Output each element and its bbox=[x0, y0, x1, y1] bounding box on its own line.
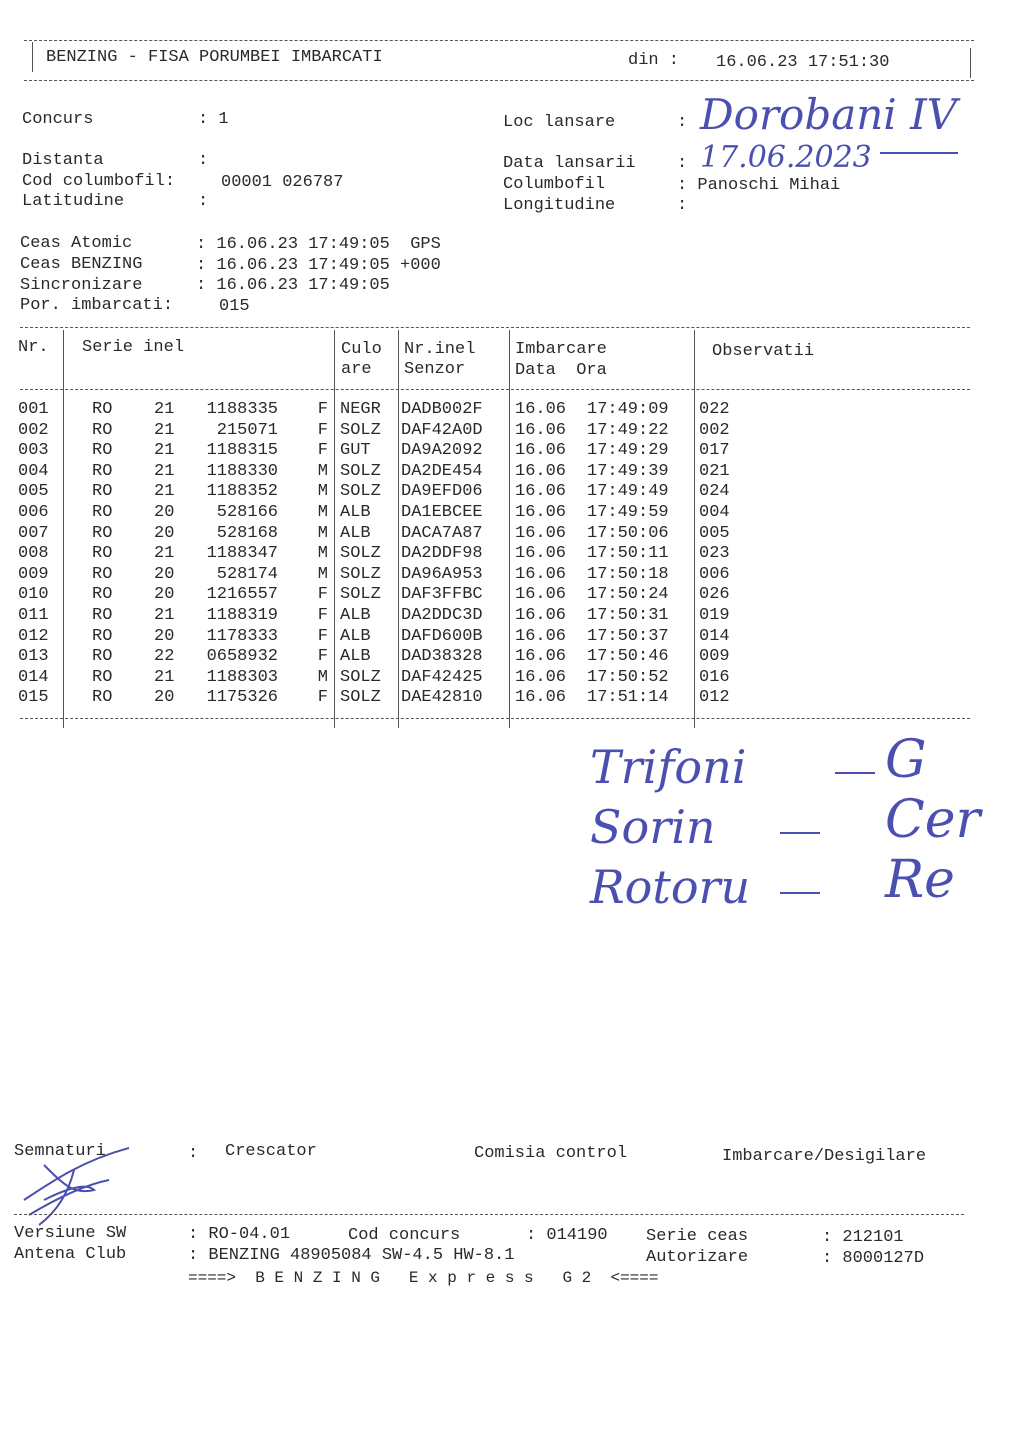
cell-ora: 17:49:29 bbox=[587, 441, 669, 461]
concurs-value: : 1 bbox=[198, 110, 229, 129]
handwritten-dash bbox=[835, 772, 875, 774]
col-observatii: Observatii bbox=[712, 342, 815, 361]
cell-an: 21 bbox=[154, 441, 175, 461]
latitudine-value: : bbox=[198, 192, 209, 211]
ceas-benzing-label: Ceas BENZING bbox=[20, 255, 143, 274]
table-top-rule bbox=[20, 327, 970, 328]
benzing-banner: ====> B E N Z I N G E x p r e s s G 2 <==== bbox=[188, 1269, 659, 1287]
cell-sex: F bbox=[317, 647, 328, 667]
cell-data: 16.06 bbox=[515, 606, 567, 625]
autorizare-label: Autorizare bbox=[646, 1248, 749, 1267]
cell-data: 16.06 bbox=[515, 585, 567, 605]
cell-obs: 024 bbox=[699, 482, 730, 502]
col-nr: Nr. bbox=[18, 338, 49, 357]
cell-data: 16.06 bbox=[515, 503, 567, 522]
concurs-label: Concurs bbox=[22, 110, 94, 129]
table-vline-4 bbox=[509, 330, 510, 728]
antena-club-value: : BENZING 48905084 SW-4.5 HW-8.1 bbox=[188, 1246, 515, 1265]
cell-senzor: DA96A953 bbox=[401, 564, 483, 584]
handwritten-name: Trifoni bbox=[590, 740, 747, 794]
cell-ora: 17:50:31 bbox=[587, 606, 669, 625]
imbarcare-desigilare-label: Imbarcare/Desigilare bbox=[722, 1147, 927, 1166]
cell-tara: RO bbox=[92, 688, 113, 708]
cell-sex: F bbox=[317, 688, 328, 708]
cell-tara: RO bbox=[92, 647, 113, 667]
cell-culoare: ALB bbox=[340, 606, 371, 625]
cell-culoare: ALB bbox=[340, 503, 371, 522]
distanta-label: Distanta bbox=[22, 151, 104, 170]
cell-sex: F bbox=[317, 400, 328, 419]
cell-senzor: DAE42810 bbox=[401, 688, 483, 708]
cell-senzor: DAFD600B bbox=[401, 626, 483, 646]
cod-columbofil-value: 00001 026787 bbox=[221, 173, 344, 192]
cell-data: 16.06 bbox=[515, 461, 567, 481]
cell-nr: 001 bbox=[18, 400, 49, 419]
handwritten-name: Rotoru bbox=[590, 860, 751, 914]
handwritten-dash bbox=[780, 832, 820, 834]
handwritten-dash bbox=[780, 892, 820, 894]
cell-an: 21 bbox=[154, 461, 175, 481]
cell-an: 21 bbox=[154, 420, 175, 440]
cell-ora: 17:51:14 bbox=[587, 688, 669, 708]
handwritten-name: Sorin bbox=[590, 800, 716, 854]
cell-data: 16.06 bbox=[515, 420, 567, 440]
cell-culoare: ALB bbox=[340, 647, 371, 667]
cell-senzor: DACA7A87 bbox=[401, 523, 483, 543]
cell-senzor: DA9A2092 bbox=[401, 441, 483, 461]
crescator-label: Crescator bbox=[225, 1142, 317, 1161]
cell-sex: M bbox=[317, 523, 328, 543]
sincronizare-label: Sincronizare bbox=[20, 276, 143, 295]
cell-obs: 021 bbox=[699, 461, 730, 481]
cell-inel: 1188303 bbox=[206, 667, 278, 687]
cell-tara: RO bbox=[92, 461, 113, 481]
cell-obs: 019 bbox=[699, 606, 730, 625]
cell-ora: 17:50:46 bbox=[587, 647, 669, 667]
cell-inel: 1188315 bbox=[206, 441, 278, 461]
longitudine-label: Longitudine bbox=[503, 196, 616, 215]
header-top-rule bbox=[24, 40, 974, 41]
cell-senzor: DADB002F bbox=[401, 400, 483, 419]
header-left-border bbox=[32, 42, 33, 72]
cell-inel: 1188347 bbox=[206, 544, 278, 564]
cell-tara: RO bbox=[92, 441, 113, 461]
cell-obs: 016 bbox=[699, 667, 730, 687]
cell-data: 16.06 bbox=[515, 544, 567, 564]
cell-an: 21 bbox=[154, 544, 175, 564]
cell-an: 20 bbox=[154, 626, 175, 646]
cell-sex: F bbox=[317, 441, 328, 461]
cell-data: 16.06 bbox=[515, 482, 567, 502]
cell-tara: RO bbox=[92, 564, 113, 584]
col-imbarcare-1: Imbarcare bbox=[515, 340, 607, 359]
cell-culoare: SOLZ bbox=[340, 420, 381, 440]
cell-culoare: SOLZ bbox=[340, 544, 381, 564]
cell-nr: 012 bbox=[18, 626, 49, 646]
semnaturi-colon: : bbox=[188, 1144, 199, 1163]
cell-an: 20 bbox=[154, 503, 175, 522]
cell-inel: 1188319 bbox=[206, 606, 278, 625]
cell-senzor: DAF3FFBC bbox=[401, 585, 483, 605]
semnaturi-label: Semnaturi bbox=[14, 1142, 106, 1161]
cell-obs: 002 bbox=[699, 420, 730, 440]
col-nr-inel-2: Senzor bbox=[404, 360, 466, 379]
ceas-atomic-value: : 16.06.23 17:49:05 GPS bbox=[196, 235, 441, 254]
cell-nr: 013 bbox=[18, 647, 49, 667]
cod-concurs-value: : 014190 bbox=[526, 1226, 608, 1245]
por-imbarcati-label: Por. imbarcati: bbox=[20, 296, 174, 315]
cod-columbofil-label: Cod columbofil: bbox=[22, 172, 176, 191]
handwritten-underline bbox=[880, 152, 958, 154]
cell-an: 20 bbox=[154, 564, 175, 584]
cell-sex: M bbox=[317, 667, 328, 687]
ceas-benzing-value: : 16.06.23 17:49:05 +000 bbox=[196, 256, 441, 275]
versiune-sw-label: Versiune SW bbox=[14, 1224, 127, 1243]
cell-data: 16.06 bbox=[515, 564, 567, 584]
cell-inel: 1216557 bbox=[206, 585, 278, 605]
data-lansarii-label: Data lansarii bbox=[503, 154, 636, 173]
cell-ora: 17:49:49 bbox=[587, 482, 669, 502]
columbofil-label: Columbofil bbox=[503, 175, 606, 194]
cell-data: 16.06 bbox=[515, 441, 567, 461]
cell-an: 21 bbox=[154, 606, 175, 625]
cell-culoare: ALB bbox=[340, 523, 371, 543]
table-header-rule bbox=[20, 389, 970, 390]
cell-nr: 015 bbox=[18, 688, 49, 708]
cell-an: 22 bbox=[154, 647, 175, 667]
crescator-signature bbox=[14, 1140, 144, 1230]
cell-senzor: DAD38328 bbox=[401, 647, 483, 667]
cell-an: 20 bbox=[154, 523, 175, 543]
cell-ora: 17:49:59 bbox=[587, 503, 669, 522]
cell-inel: 1188335 bbox=[206, 400, 278, 419]
col-imbarcare-2: Data Ora bbox=[515, 361, 607, 380]
cell-senzor: DA2DDC3D bbox=[401, 606, 483, 625]
cell-nr: 005 bbox=[18, 482, 49, 502]
cell-an: 21 bbox=[154, 667, 175, 687]
cell-sex: F bbox=[317, 606, 328, 625]
cell-inel: 1178333 bbox=[206, 626, 278, 646]
cell-ora: 17:50:06 bbox=[587, 523, 669, 543]
cell-an: 21 bbox=[154, 400, 175, 419]
cell-inel: 528166 bbox=[216, 503, 278, 522]
cell-culoare: SOLZ bbox=[340, 564, 381, 584]
cell-obs: 014 bbox=[699, 626, 730, 646]
por-imbarcati-value: 015 bbox=[219, 297, 250, 316]
cell-sex: F bbox=[317, 420, 328, 440]
cell-nr: 007 bbox=[18, 523, 49, 543]
cell-ora: 17:50:52 bbox=[587, 667, 669, 687]
cell-culoare: ALB bbox=[340, 626, 371, 646]
cell-obs: 009 bbox=[699, 647, 730, 667]
cell-tara: RO bbox=[92, 420, 113, 440]
cell-ora: 17:50:24 bbox=[587, 585, 669, 605]
cell-sex: F bbox=[317, 585, 328, 605]
din-value: 16.06.23 17:51:30 bbox=[716, 53, 890, 72]
header-bottom-rule bbox=[24, 80, 974, 81]
cell-senzor: DA2DDF98 bbox=[401, 544, 483, 564]
cell-obs: 017 bbox=[699, 441, 730, 461]
cell-nr: 006 bbox=[18, 503, 49, 522]
cod-concurs-label: Cod concurs bbox=[348, 1226, 461, 1245]
cell-obs: 023 bbox=[699, 544, 730, 564]
cell-senzor: DAF42A0D bbox=[401, 420, 483, 440]
cell-ora: 17:50:37 bbox=[587, 626, 669, 646]
cell-obs: 005 bbox=[699, 523, 730, 543]
col-nr-inel-1: Nr.inel bbox=[404, 340, 476, 359]
cell-nr: 014 bbox=[18, 667, 49, 687]
cell-obs: 004 bbox=[699, 503, 730, 522]
cell-ora: 17:49:39 bbox=[587, 461, 669, 481]
din-label: din : bbox=[628, 51, 680, 70]
antena-club-label: Antena Club bbox=[14, 1245, 127, 1264]
page-title: BENZING - FISA PORUMBEI IMBARCATI bbox=[46, 48, 383, 67]
col-culoare-2: are bbox=[341, 360, 372, 379]
columbofil-value: : Panoschi Mihai bbox=[677, 176, 841, 195]
loc-lansare-handwritten: Dorobani IV bbox=[700, 90, 958, 139]
cell-nr: 011 bbox=[18, 606, 49, 625]
cell-ora: 17:49:09 bbox=[587, 400, 669, 419]
header-right-border bbox=[970, 48, 971, 78]
cell-tara: RO bbox=[92, 667, 113, 687]
cell-data: 16.06 bbox=[515, 667, 567, 687]
cell-culoare: SOLZ bbox=[340, 667, 381, 687]
cell-sex: M bbox=[317, 544, 328, 564]
cell-inel: 215071 bbox=[216, 420, 278, 440]
cell-inel: 528174 bbox=[216, 564, 278, 584]
latitudine-label: Latitudine bbox=[22, 192, 125, 211]
cell-tara: RO bbox=[92, 503, 113, 522]
cell-culoare: SOLZ bbox=[340, 585, 381, 605]
cell-sex: M bbox=[317, 564, 328, 584]
versiune-sw-value: : RO-04.01 bbox=[188, 1225, 291, 1244]
cell-inel: 1188330 bbox=[206, 461, 278, 481]
cell-senzor: DA2DE454 bbox=[401, 461, 483, 481]
handwritten-signature: Re bbox=[885, 850, 955, 910]
serie-ceas-label: Serie ceas bbox=[646, 1227, 749, 1246]
cell-data: 16.06 bbox=[515, 400, 567, 419]
loc-lansare-label: Loc lansare bbox=[503, 113, 616, 132]
cell-culoare: SOLZ bbox=[340, 461, 381, 481]
ceas-atomic-label: Ceas Atomic bbox=[20, 234, 133, 253]
cell-tara: RO bbox=[92, 544, 113, 564]
cell-data: 16.06 bbox=[515, 626, 567, 646]
cell-tara: RO bbox=[92, 606, 113, 625]
sincronizare-value: : 16.06.23 17:49:05 bbox=[196, 276, 390, 295]
cell-inel: 528168 bbox=[216, 523, 278, 543]
distanta-value: : bbox=[198, 151, 209, 170]
cell-tara: RO bbox=[92, 626, 113, 646]
cell-data: 16.06 bbox=[515, 647, 567, 667]
footer-rule bbox=[14, 1214, 964, 1215]
table-vline-2 bbox=[334, 330, 335, 728]
cell-obs: 012 bbox=[699, 688, 730, 708]
cell-culoare: NEGR bbox=[340, 400, 381, 419]
cell-senzor: DA9EFD06 bbox=[401, 482, 483, 502]
data-lansarii-handwritten: 17.06.2023 bbox=[700, 140, 872, 175]
cell-nr: 009 bbox=[18, 564, 49, 584]
cell-nr: 008 bbox=[18, 544, 49, 564]
cell-tara: RO bbox=[92, 400, 113, 419]
table-vline-1 bbox=[63, 330, 64, 728]
comisia-control-label: Comisia control bbox=[474, 1144, 628, 1163]
cell-obs: 026 bbox=[699, 585, 730, 605]
cell-obs: 022 bbox=[699, 400, 730, 419]
cell-ora: 17:50:11 bbox=[587, 544, 669, 564]
cell-sex: M bbox=[317, 461, 328, 481]
loc-lansare-value: : bbox=[677, 113, 688, 132]
cell-senzor: DAF42425 bbox=[401, 667, 483, 687]
cell-nr: 004 bbox=[18, 461, 49, 481]
cell-tara: RO bbox=[92, 523, 113, 543]
handwritten-signature: G bbox=[885, 730, 927, 790]
cell-an: 20 bbox=[154, 585, 175, 605]
col-serie-inel: Serie inel bbox=[82, 338, 185, 357]
handwritten-signature: Cer bbox=[885, 790, 981, 850]
cell-nr: 010 bbox=[18, 585, 49, 605]
col-culoare-1: Culo bbox=[341, 340, 382, 359]
cell-senzor: DA1EBCEE bbox=[401, 503, 483, 522]
cell-nr: 003 bbox=[18, 441, 49, 461]
cell-nr: 002 bbox=[18, 420, 49, 440]
cell-inel: 1188352 bbox=[206, 482, 278, 502]
cell-culoare: SOLZ bbox=[340, 482, 381, 502]
autorizare-value: : 8000127D bbox=[822, 1249, 925, 1268]
cell-sex: M bbox=[317, 482, 328, 502]
longitudine-value: : bbox=[677, 196, 688, 215]
cell-tara: RO bbox=[92, 585, 113, 605]
cell-data: 16.06 bbox=[515, 688, 567, 708]
cell-an: 21 bbox=[154, 482, 175, 502]
cell-inel: 1175326 bbox=[206, 688, 278, 708]
cell-sex: M bbox=[317, 503, 328, 522]
cell-obs: 006 bbox=[699, 564, 730, 584]
serie-ceas-value: : 212101 bbox=[822, 1228, 904, 1247]
table-bottom-rule bbox=[20, 718, 970, 719]
cell-an: 20 bbox=[154, 688, 175, 708]
cell-culoare: SOLZ bbox=[340, 688, 381, 708]
cell-inel: 0658932 bbox=[206, 647, 278, 667]
cell-data: 16.06 bbox=[515, 523, 567, 543]
cell-tara: RO bbox=[92, 482, 113, 502]
cell-culoare: GUT bbox=[340, 441, 371, 461]
cell-sex: F bbox=[317, 626, 328, 646]
data-lansarii-value: : bbox=[677, 154, 688, 173]
cell-ora: 17:49:22 bbox=[587, 420, 669, 440]
cell-ora: 17:50:18 bbox=[587, 564, 669, 584]
